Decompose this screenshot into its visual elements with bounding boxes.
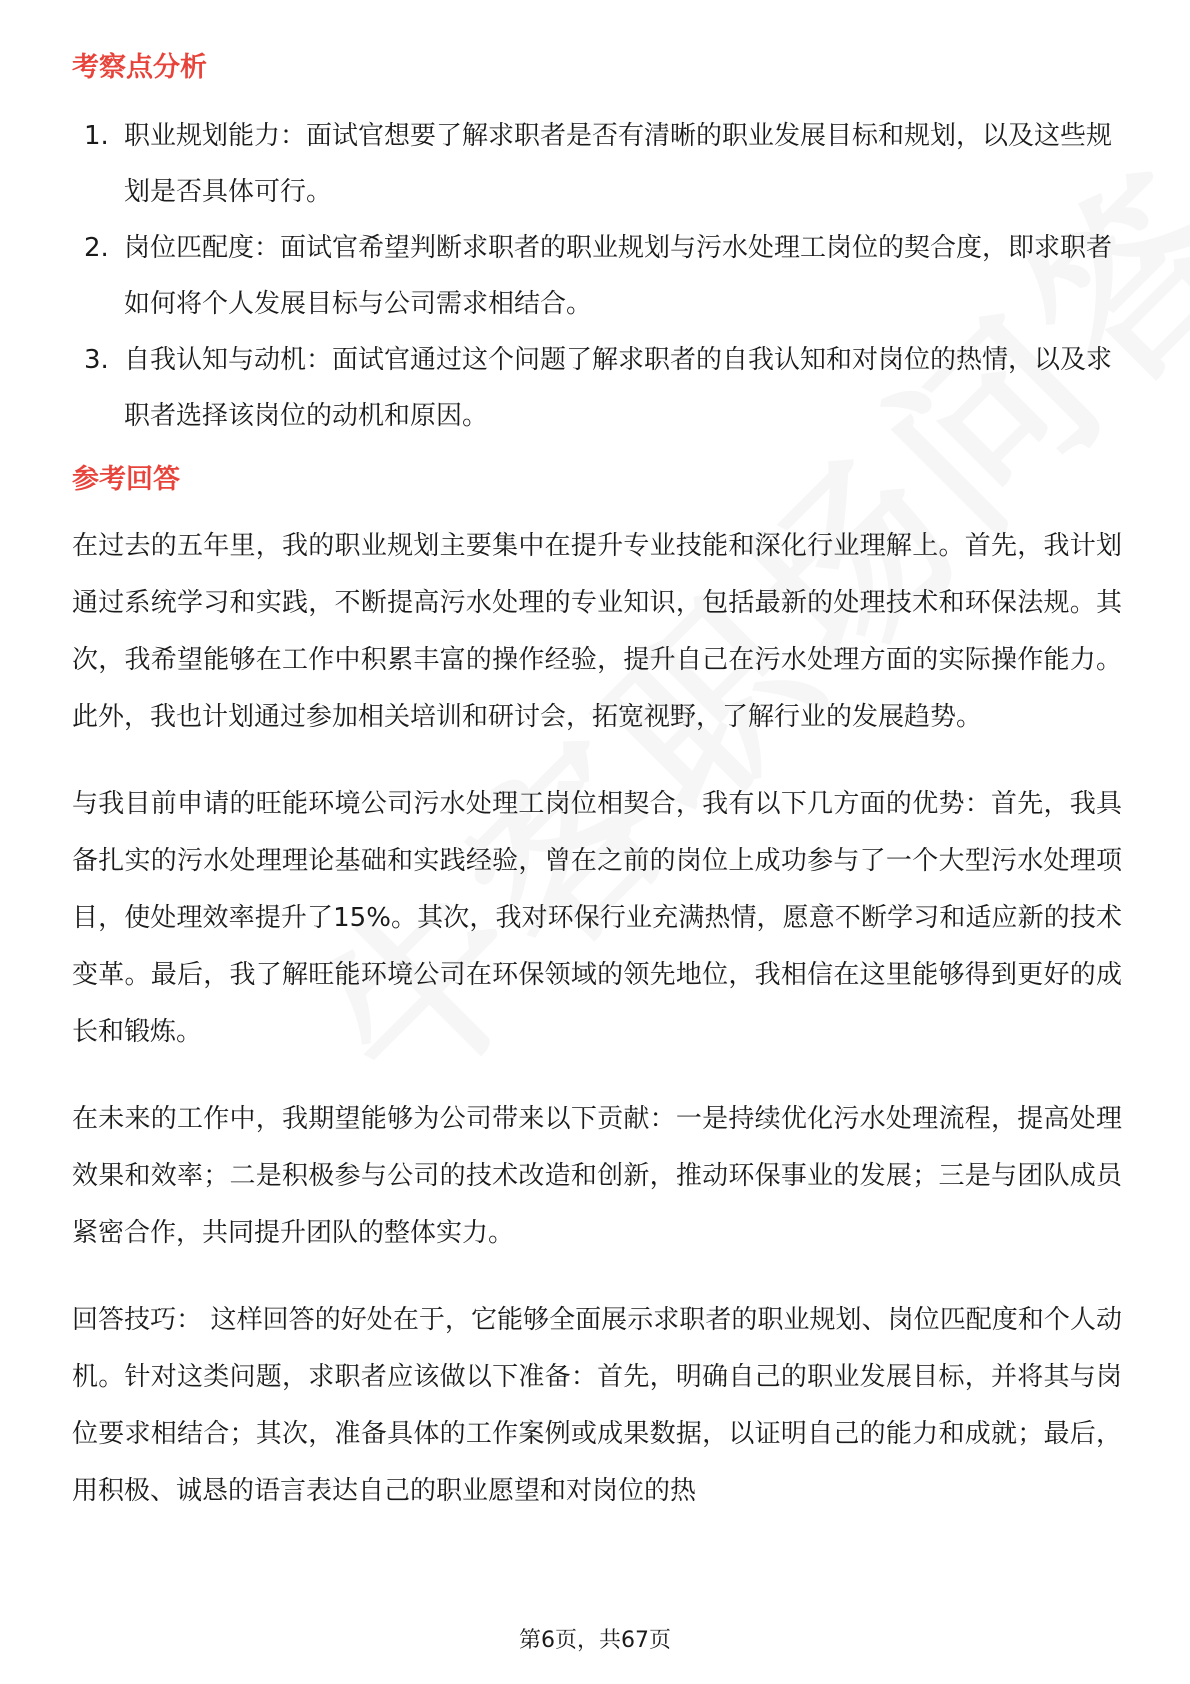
section-title-reference-answer: 参考回答 bbox=[72, 464, 180, 495]
reference-answer-section bbox=[72, 460, 1122, 1520]
paragraph-spacer bbox=[72, 1262, 1122, 1292]
paragraph-spacer bbox=[72, 1061, 1122, 1091]
list-item-number: 1. bbox=[84, 121, 109, 151]
section-title-analysis: 考察点分析 bbox=[72, 52, 207, 83]
page-content bbox=[72, 48, 1122, 1520]
answer-paragraph: 与我目前申请的旺能环境公司污水处理工岗位相契合，我有以下几方面的优势：首先，我具备扎实的污水处理理论基础和实践经验，曾在之前的岗位上成功参与了一个大型污水处理项目，使处理效率提升了15%。其次，我对环保行业充满热情，愿意不断学习和适应新的技术变革。最后，我了解旺能环境公司在环保领域的领先地位，我相信在这里能够得到更好的成长和锻炼。 bbox=[72, 789, 1122, 1047]
paragraph-spacer bbox=[72, 746, 1122, 776]
list-item-text: 职业规划能力：面试官想要了解求职者是否有清晰的职业发展目标和规划，以及这些规划是否具体可行。 bbox=[124, 121, 1113, 207]
list-item-text: 岗位匹配度：面试官希望判断求职者的职业规划与污水处理工岗位的契合度，即求职者如何将个人发展目标与公司需求相结合。 bbox=[124, 233, 1113, 319]
list-item-text: 自我认知与动机：面试官通过这个问题了解求职者的自我认知和对岗位的热情，以及求职者选择该岗位的动机和原因。 bbox=[124, 345, 1113, 431]
analysis-list bbox=[72, 108, 1122, 444]
list-item-number: 2. bbox=[84, 233, 109, 263]
answer-paragraph: 在过去的五年里，我的职业规划主要集中在提升专业技能和深化行业理解上。首先，我计划通过系统学习和实践，不断提高污水处理的专业知识，包括最新的处理技术和环保法规。其次，我希望能够在工作中积累丰富的操作经验，提升自己在污水处理方面的实际操作能力。此外，我也计划通过参加相关培训和研讨会，拓宽视野，了解行业的发展趋势。 bbox=[72, 531, 1122, 732]
page-footer: 第6页，共67页 bbox=[519, 1628, 671, 1653]
answer-paragraph: 在未来的工作中，我期望能够为公司带来以下贡献：一是持续优化污水处理流程，提高处理效果和效率；二是积极参与公司的技术改造和创新，推动环保事业的发展；三是与团队成员紧密合作，共同提升团队的整体实力。 bbox=[72, 1104, 1122, 1248]
list-item bbox=[72, 220, 1122, 332]
answer-tips-paragraph: 回答技巧： 这样回答的好处在于，它能够全面展示求职者的职业规划、岗位匹配度和个人动机。针对这类问题，求职者应该做以下准备：首先，明确自己的职业发展目标，并将其与岗位要求相结合；其次，准备具体的工作案例或成果数据，以证明自己的能力和成就；最后，用积极、诚恳的语言表达自己的职业愿望和对岗位的热 bbox=[72, 1305, 1122, 1506]
list-item bbox=[72, 332, 1122, 444]
list-item bbox=[72, 108, 1122, 220]
list-item-number: 3. bbox=[84, 345, 109, 375]
